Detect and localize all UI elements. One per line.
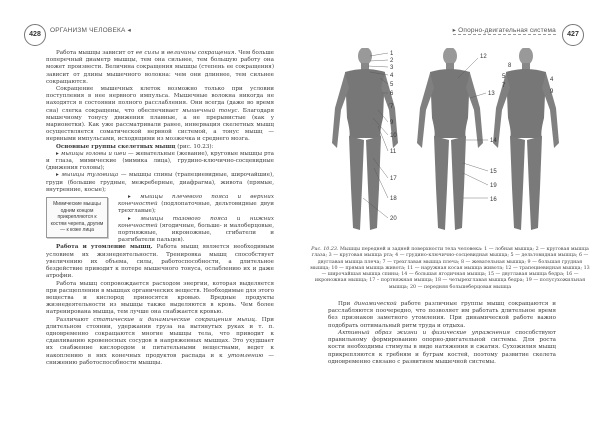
paragraph	[46, 244, 274, 280]
running-header: ОРГАНИЗМ ЧЕЛОВЕКА ◂	[50, 27, 131, 34]
label: 18	[390, 196, 397, 202]
text: способствуют правильному формированию опорно-двигательной системы. Для роста кости необходимы стимулы в виде натяжения и сжатия. Сухожилия мышц прикрепляются к гребням и буграм костей, поэтому развитие скелета одновременно связано с развитием мышечной системы.	[328, 329, 556, 365]
heading: Основные группы скелетных мышц	[56, 143, 176, 150]
term: мышцы плечевого пояса и верхних конечностей	[118, 194, 274, 208]
left-body	[46, 50, 274, 367]
term: мышцы тазового пояса и нижних конечностей	[118, 215, 274, 229]
groups-heading	[46, 144, 274, 151]
term: мышцы головы и шеи	[60, 150, 127, 157]
label: 9	[390, 120, 394, 126]
text: — снижению работоспособности мышцы.	[46, 352, 275, 366]
paragraph	[328, 330, 556, 366]
label: 11	[390, 149, 397, 155]
label: 15	[490, 169, 497, 175]
caption-text: Мышцы передней и задней поверхности тела человека: 1 — лобная мышца; 2 — круговая мышца глаза; 3 — круговая мышца рта; 4 — грудино-ключично-сосцевидная мышца; 5 — дельтовидная мышца; 6 — двуглавая мышца плеча; 7 — трехглавая мышца плеча; 8 — жевательная мышца; 9 — большая грудная мышца; 10 — прямая мышца живота; 11 — наружная косая мышца живота; 12 — трапециевидная мышца; 13 — широчайшая мышца спины; 14 — большая ягодичная мышца; 15 — двуглавая мышца бедра; 16 — икроножная мышца; 17 – портняжная мышца; 18 — четырехглавая мышца бедра; 19 — полусухожильная мышца; 20 — передняя большеберцовая мышца	[310, 247, 590, 290]
label: 6	[390, 91, 394, 97]
paragraph	[328, 301, 556, 330]
text: Различают	[56, 316, 94, 323]
term: мышечный тонус	[182, 107, 238, 114]
label: 20	[390, 216, 397, 222]
label: 2	[390, 58, 394, 64]
paragraph	[46, 50, 274, 86]
label: 19	[490, 183, 497, 189]
header-text: ОРГАНИЗМ ЧЕЛОВЕКА	[50, 27, 126, 34]
group-item: ▸ мышцы плечевого пояса и верхних конечностей (подлопаточные, дельтовидные двуи трехглавые);	[118, 194, 274, 215]
paragraph	[46, 317, 274, 367]
muscle-figure	[318, 48, 588, 243]
figure-caption	[310, 247, 590, 291]
group-item: ▸ мышцы тазового пояса и нижних конечностей (ягодичные, больше- и малоберцовые, портняжные, икроножные, сгибатели и разгибатели пальцев).	[118, 215, 274, 244]
label: 7	[502, 83, 506, 89]
term: Активный образ жизни и физические упражнения	[338, 329, 510, 336]
text: — мышцы спины (трапециевидные, широчайшие), груди (большие грудные, межреберные, диафрагма), живота (прямые, внутренние, косые);	[46, 172, 274, 193]
text: (подлопаточные, дельтовидные двуи трехглавые);	[118, 201, 274, 215]
text: . При длительном стоянии, удержании груза на вытянутых руках и т. п. одновременно сокращаются многие мышцы тела, что приводит к сдавливанию кровеносных сосудов в напряженных мышцах. Это ухудшает их снабжение кислородом и питательными веществами, ведет к накоплению в них конечных продуктов распада и к	[46, 316, 274, 359]
text: работе различные группы мышц сокращаются и расслабляются поочередно, что позволяет им работать длительное время без признаков заметного утомления. При динамической работе важно подобрать оптимальный ритм труда и отдыха.	[328, 301, 556, 329]
label: 1	[390, 51, 394, 57]
text: Работа мышц является необходимым условием их жизнедеятельности. Тренировка мышц способствует увеличению их объема, силы, работоспособности, а длительное бездействие приводит к потере мышечного тонуса, ослаблению их и даже атрофии.	[46, 244, 275, 280]
right-column	[310, 48, 590, 366]
back-figure	[417, 48, 483, 230]
term: величины сокращения	[166, 50, 235, 56]
label: 7	[390, 104, 394, 110]
term: динамической	[354, 301, 397, 308]
term: статические и динамические сокращения мышц	[93, 316, 256, 323]
group-item: ▸ мышцы туловища — мышцы спины (трапециевидные, широчайшие), груди (большие грудные, межреберные, диафрагма), живота (прямые, внутренние, косые);	[46, 172, 274, 193]
label: 5	[502, 74, 506, 80]
label: 8	[508, 63, 512, 69]
right-body	[328, 301, 556, 366]
paragraph: Работа мышц сопровождается расходом энергии, которая выделяется при расщеплении в мышцах органических веществ. Необходимые для этого вещества и кислород приносятся кровью. Вредные продукты жизнедеятельности из мышцы также выделяются в кровь. Чем более натренирована мышца, тем лучше она снабжается кровью.	[46, 280, 274, 316]
text: и	[159, 50, 167, 56]
margin-note: Мимические мышцы одним концом прикрепляются к костям черепа, другим — к коже лица	[46, 197, 108, 238]
text: . Чем больше поперечный диаметр мышцы, тем она сильнее, тем большую работу она может произвести. Величина сокращения мышцы (степень ее сокращения) зависит от длины мышечного волокна: чем они длиннее, тем сильнее сокращаются.	[46, 50, 274, 85]
heading: Работа и утомление мышц.	[56, 244, 153, 251]
group-item: ▸ мышцы головы и шеи — жевательные (жевание), круговые мышцы рта и глаза, мимические (мимика лица), грудино-ключично-сосцевидные (движения головы);	[46, 150, 274, 172]
text: . Благодаря мышечному тонусу движения плавные, а не прерывистые (как у марионетки). Как уже рассматривали ранее, иннервация скелетных мышц осуществляется соматической нервной системой, а тонус мышц — нервными импульсами, исходящими из мозжечка и среднего мозга.	[46, 107, 274, 143]
page-number: 428	[24, 24, 46, 46]
label: 13	[488, 91, 495, 97]
label: 4	[550, 77, 554, 83]
text: При	[338, 301, 355, 308]
label: 5	[390, 82, 394, 88]
caption-title: Рис. 10.23.	[311, 247, 339, 252]
label: 9	[550, 89, 554, 95]
label: 17	[390, 176, 397, 182]
label: 10	[390, 133, 397, 139]
right-page	[300, 0, 600, 440]
term: утомлению	[227, 352, 264, 359]
running-header: ▸ Опорно-двигательная система	[452, 27, 556, 34]
label: 14	[490, 138, 497, 144]
paragraph	[46, 86, 274, 144]
label: 4	[390, 73, 394, 79]
text: — жевательные (жевание), круговые мышцы рта и глаза, мимические (мимика лица), грудино-ключично-сосцевидные (движения головы);	[46, 150, 274, 172]
front-figure	[332, 48, 398, 230]
term: ее силы	[135, 50, 160, 56]
term: мышцы туловища	[61, 172, 119, 179]
label: 12	[480, 54, 487, 60]
label: 3	[390, 65, 394, 71]
figure-ref: (рис. 10.23):	[175, 143, 214, 150]
text: (ягодичные, больше- и малоберцовые, портняжные, икроножные, сгибатели и разгибатели пальцев).	[118, 222, 274, 244]
front-labels	[390, 51, 397, 222]
header-text: Опорно-двигательная система	[458, 27, 556, 34]
text: Работа мышцы зависит от	[56, 50, 136, 56]
label: 16	[490, 197, 497, 203]
page-number: 427	[562, 24, 584, 46]
text: Сокращение мышечных клеток возможно только при условии поступления в нее нервного импульса. Мышечные волокна никогда не находятся в состоянии полного расслабления. Они всегда (даже во время сна) слегка сокращены, что обеспечивает	[46, 86, 274, 114]
